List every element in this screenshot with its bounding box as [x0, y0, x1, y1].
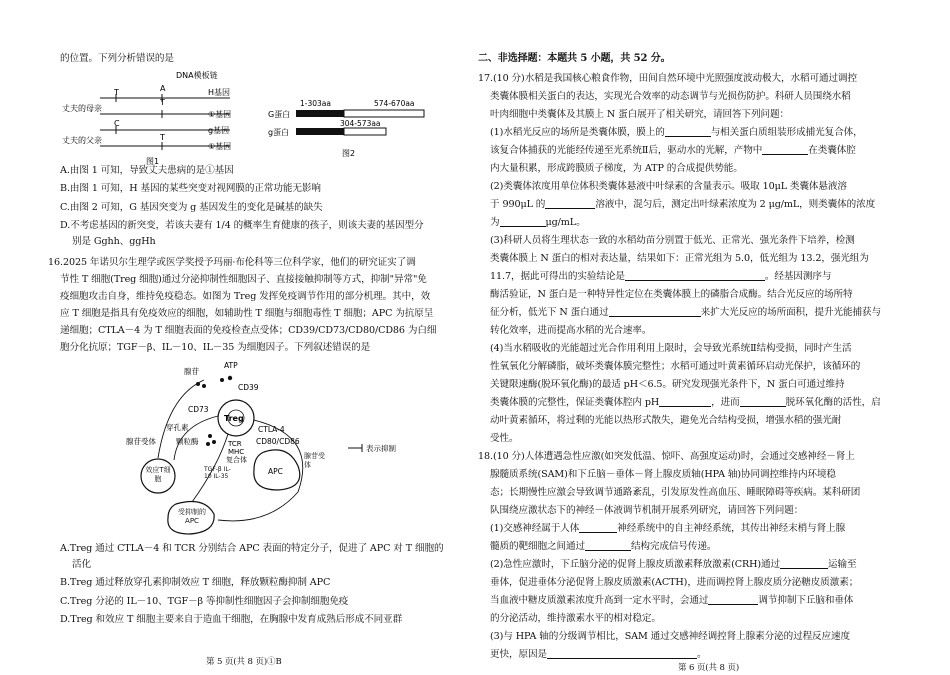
- mhc-label: MHC: [228, 448, 245, 456]
- g-small-bar-dark: [296, 128, 344, 135]
- base-label: T: [114, 88, 119, 97]
- base-label: A: [160, 84, 166, 93]
- h-gene-label: H基因: [208, 88, 231, 97]
- q16-option-a-cont: 活化: [72, 559, 91, 570]
- q16-option-b: B.Treg 通过释放穿孔素抑制效应 T 细胞，释放颗粒酶抑制 APC: [60, 577, 331, 588]
- g-protein-bar-dark: [296, 110, 344, 117]
- treg-label: Treg: [224, 414, 244, 423]
- q18-stem: 腺髓质系统(SAM)和下丘脑－垂体－肾上腺皮质轴(HPA 轴)协同调控维持内环境稳: [490, 469, 836, 480]
- answer-blank[interactable]: [609, 306, 701, 317]
- perforin-label: 穿孔素: [166, 423, 189, 432]
- husband-mother-label: 丈夫的母亲: [62, 104, 102, 113]
- q16-text: 16.2025 年诺贝尔生理学或医学奖授予玛丽·布伦科等三位科学家，他们的研究证实了调: [48, 257, 416, 268]
- answer-blank[interactable]: [659, 396, 711, 407]
- q18-part1: (1)交感神经属于人体 神经系统中的自主神经系统，其传出神经末梢与肾上腺: [490, 523, 846, 534]
- granzyme-dot: [206, 442, 210, 446]
- granzyme-label: 颗粒酶: [176, 437, 199, 446]
- granzyme-dot: [212, 440, 216, 444]
- adenosine-dot: [202, 384, 206, 388]
- q16-option-a: A.Treg 通过 CTLA－4 和 TCR 分别结合 APC 表面的特定分子，促进了 APC 对 T 细胞的: [60, 543, 444, 554]
- ctla4-label: CTLA-4: [258, 425, 285, 434]
- q17-part1-cont: 内大量积累，形成跨膜质子梯度，为 ATP 的合成提供势能。: [490, 163, 743, 174]
- q17-part1: (1)水稻光反应的场所是类囊体膜，膜上的 与相关蛋白质组装形成捕光复合体，: [490, 127, 863, 138]
- page-footer-left: 第 5 页(共 8 页)①B: [206, 657, 282, 667]
- q16-text: 应 T 细胞是指具有免疫效应的细胞，如辅助性 T 细胞与细胞毒性 T 细胞；APC 为抗原呈: [60, 308, 434, 319]
- figure-2-protein-diagram: [268, 96, 438, 158]
- q15-intro: 的位置。下列分析错误的是: [60, 53, 174, 64]
- cd39-label: CD39: [238, 383, 259, 392]
- range-label: 574-670aa: [374, 99, 415, 108]
- q17-stem: 类囊体膜相关蛋白的表达，实现光合效率的动态调节与光损伤防护。科研人员围绕水稻: [490, 91, 851, 102]
- figure-1-caption: 图1: [146, 157, 160, 166]
- q17-part1-cont: 该复合体捕获的光能经传递至光系统Ⅱ后，驱动水的光解，产物中 在类囊体腔: [490, 145, 856, 156]
- answer-blank[interactable]: [625, 270, 765, 281]
- q17-part4-cont: 动叶黄素循环，将过剩的光能以热形式散失，避免光合结构受损，增强水稻的强光耐: [490, 415, 842, 426]
- adenosine-arrow: [158, 380, 204, 458]
- q18-part1-cont: 髓质的靶细胞之间通过 结构完成信号传递。: [490, 541, 717, 552]
- q17-stem: 17.(10 分)水稻是我国核心粮食作物，田间自然环境中光照强度波动极大，水稻可通过调控: [478, 73, 857, 84]
- q15-option-a: A.由图 1 可知，导致丈夫患病的是①基因: [60, 165, 234, 176]
- figure-1-gene-diagram: [60, 68, 240, 166]
- dna-template-label: DNA模板链: [176, 71, 218, 80]
- answer-blank[interactable]: [545, 198, 595, 209]
- q17-part4: (4)当水稻吸收的光能超过光合作用利用上限时，会导致光系统Ⅱ结构受损，同时产生活: [490, 343, 852, 354]
- q18-stem: 队围绕应激状态下的神经－体液调节机制开展系列研究，请回答下列问题：: [490, 505, 804, 516]
- atp-label: ATP: [224, 361, 238, 370]
- tcr-label: TCR: [228, 440, 242, 448]
- base-label: T: [160, 133, 165, 142]
- q17-part4-cont: 性氧氧化分解磷脂，破坏类囊体膜完整性；水稻可通过叶黄素循环启动光保护，该循环的: [490, 361, 861, 372]
- q18-part2-cont: 垂体，促进垂体分泌促肾上腺皮质激素(ACTH)，进而调控肾上腺皮质分泌糖皮质激素；: [490, 577, 859, 588]
- q15-option-d-cont: 别是 Gghh、ggHh: [72, 236, 156, 247]
- q15-option-c: C.由图 2 可知，G 基因突变为 g 基因发生的变化是碱基的缺失: [60, 202, 323, 213]
- q18-part2-cont: 的分泌活动，维持激素水平的相对稳定。: [490, 613, 661, 624]
- q17-part4-cont: 关键限速酶(脱环氧化酶)的最适 pH＜6.5。研究发现强光条件下，N 蛋白可通过维持: [490, 379, 845, 390]
- q17-part2-cont: 为 μg/mL。: [490, 217, 586, 228]
- q16-text: 疫细胞攻击自身，维持免疫稳态。如图为 Treg 发挥免疫调节作用的部分机理。其中，效: [60, 291, 431, 302]
- figure-2-caption: 图2: [342, 149, 356, 158]
- answer-blank[interactable]: [579, 522, 617, 533]
- answer-blank[interactable]: [708, 594, 758, 605]
- q18-part3-cont: 更快，原因是 。: [490, 649, 707, 660]
- q17-part2: (2)类囊体浓度用单位体积类囊体悬液中叶绿素的含量表示。吸取 10μL 类囊体悬液溶: [490, 181, 847, 192]
- adenosine-label: 腺苷: [184, 367, 199, 376]
- atp-dot: [228, 376, 232, 380]
- q17-part4-cont: 类囊体膜的完整性，保证类囊体腔内 pH ，进而 脱环氧化酶的活性，启: [490, 397, 881, 408]
- complex-label: 复合体: [226, 456, 247, 464]
- answer-blank[interactable]: [780, 558, 828, 569]
- q17-part3-cont: 类囊体膜上 N 蛋白的相对表达量，结果如下：正常光组为 5.0，低光组为 13.2，强光组为: [490, 253, 869, 264]
- right-page: [478, 0, 950, 672]
- g-small-bar-light: [344, 128, 386, 135]
- base-label: T: [160, 98, 165, 107]
- gene-1-label: ①基因: [208, 142, 232, 151]
- q17-part3-cont: 11.7，据此可得出的实验结论是 。经基因测序与: [490, 271, 832, 282]
- q16-option-d: D.Treg 和效应 T 细胞主要来自于造血干细胞，在胸腺中发育成熟后形成不同亚群: [60, 614, 403, 625]
- adenosine-receptor-left-label: 腺苷受体: [126, 437, 156, 446]
- g-gene-label: g基因: [208, 126, 230, 135]
- left-page: [0, 0, 470, 672]
- answer-blank[interactable]: [500, 216, 546, 227]
- treg-mechanism-diagram: [118, 356, 448, 538]
- adenosine-receptor-right-label: 腺苷受体: [304, 452, 325, 469]
- atp-dot: [220, 378, 224, 382]
- answer-blank[interactable]: [740, 396, 786, 407]
- g-protein-bar-light: [344, 110, 424, 117]
- husband-father-label: 丈夫的父亲: [62, 136, 102, 145]
- q16-text: 递细胞；CTLA－4 为 T 细胞表面的免疫检查点受体；CD39/CD73/CD80/CD86 为白细: [60, 325, 437, 336]
- inhibited-apc-label: 受抑制的APC: [178, 508, 206, 525]
- section-title: 二、非选择题：本题共 5 小题，共 52 分。: [478, 53, 671, 64]
- q15-option-b: B.由图 1 可知，H 基因的某些突变对视网膜的正常功能无影响: [60, 183, 321, 194]
- answer-blank[interactable]: [547, 648, 697, 659]
- effector-t-label: 效应T细胞: [145, 466, 171, 483]
- q17-stem: 叶肉细胞中类囊体及其膜上 N 蛋白展开了相关研究，请回答下列问题：: [490, 109, 790, 120]
- granzyme-dot: [208, 434, 212, 438]
- cd73-label: CD73: [188, 405, 209, 414]
- q17-part3-cont: 酶活验证，N 蛋白是一种特异性定位在类囊体膜上的磷脂合成酶。结合光反应的场所特: [490, 289, 853, 300]
- q17-part3: (3)科研人员将生理状态一致的水稻幼苗分别置于低光、正常光、强光条件下培养，检测: [490, 235, 855, 246]
- base-label: C: [114, 119, 120, 128]
- range-label: 304-573aa: [340, 119, 381, 128]
- q17-part3-cont: 征分析，低光下 N 蛋白通过 来扩大光反应的场所面积，提升光能捕获与: [490, 307, 882, 318]
- q18-stem: 18.(10 分)人体遭遇急性应激(如突发低温、惊吓、高强度运动)时，会通过交感神经－肾上: [478, 451, 855, 462]
- cd80-cd86-label: CD80/CD86: [256, 437, 300, 446]
- page-footer-right: 第 6 页(共 8 页): [678, 663, 740, 673]
- g-small-protein-label: g蛋白: [268, 128, 290, 137]
- q17-part4-cont: 受性。: [490, 433, 519, 444]
- answer-blank[interactable]: [665, 126, 711, 137]
- q18-part3: (3)与 HPA 轴的分级调节相比，SAM 通过交感神经调控肾上腺素分泌的过程反应速度: [490, 631, 851, 642]
- inhibit-legend-label: 表示抑制: [366, 444, 396, 453]
- range-label: 1-303aa: [300, 99, 331, 108]
- cytokines-label: TGF-β IL-10 IL-35: [204, 466, 231, 480]
- apc-label: APC: [268, 467, 283, 476]
- q15-option-d: D.不考虑基因的新突变，若该夫妻有 1/4 的概率生育健康的孩子，则该夫妻的基因型分: [60, 220, 424, 231]
- q18-part2-cont: 当血液中糖皮质激素浓度升高到一定水平时，会通过 调节抑制下丘脑和垂体: [490, 595, 854, 606]
- answer-blank[interactable]: [762, 144, 808, 155]
- q16-text: 胞分化抗原；TGF－β、IL－10、IL－35 为细胞因子。下列叙述错误的是: [60, 342, 371, 353]
- g-protein-label: G蛋白: [268, 110, 291, 119]
- q16-text: 节性 T 细胞(Treg 细胞)通过分泌抑制性细胞因子、直接接触抑制等方式，抑制"异常"免: [60, 274, 427, 285]
- q17-part2-cont: 于 990μL 的 溶液中，混匀后，测定出叶绿素浓度为 2 μg/mL，则类囊体的浓度: [490, 199, 876, 210]
- q18-part2: (2)急性应激时，下丘脑分泌的促肾上腺皮质激素释放激素(CRH)通过 运输至: [490, 559, 857, 570]
- q18-stem: 态；长期慢性应激会导致调节通路紊乱，引发原发性高血压、睡眠障碍等疾病。某科研团: [490, 487, 861, 498]
- q16-option-c: C.Treg 分泌的 IL－10、TGF－β 等抑制性细胞因子会抑制细胞免疫: [60, 596, 349, 607]
- answer-blank[interactable]: [585, 540, 631, 551]
- gene-1-label: ①基因: [208, 110, 232, 119]
- q17-part3-cont: 转化效率，进而提高水稻的光合速率。: [490, 325, 652, 336]
